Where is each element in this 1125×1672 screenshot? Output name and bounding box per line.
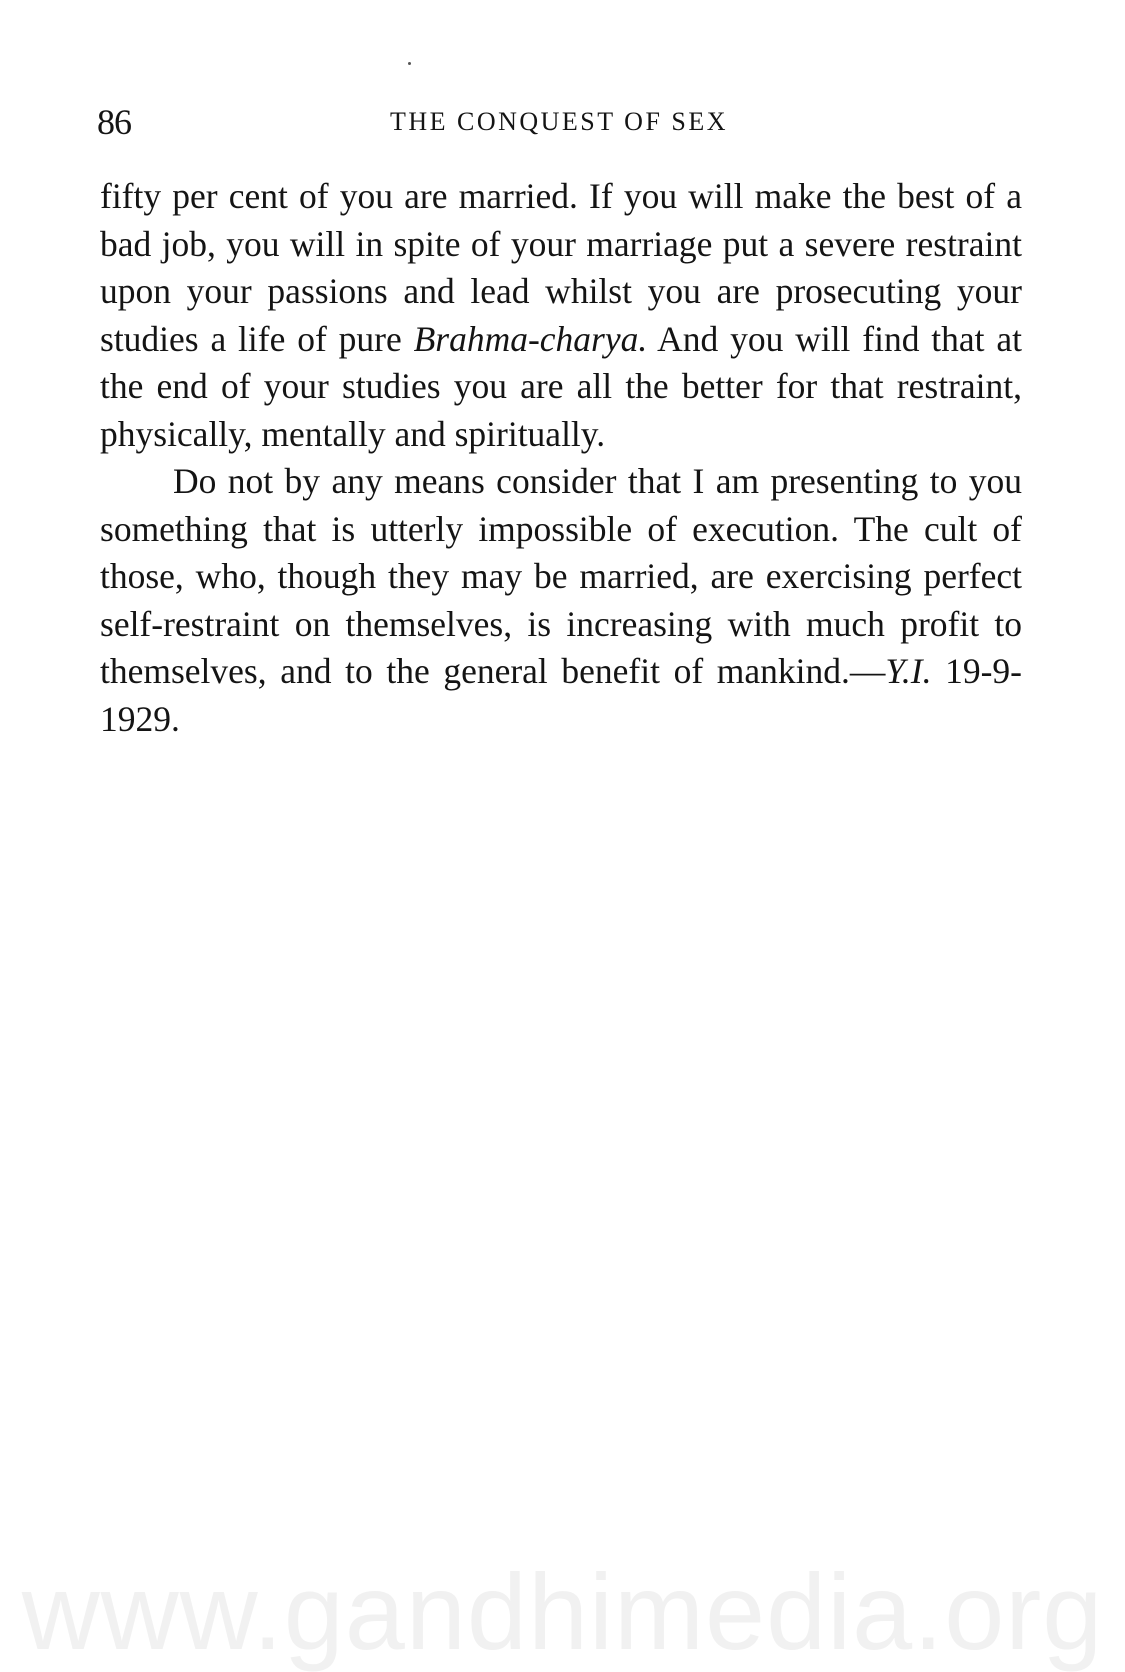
page-header bbox=[97, 98, 1021, 146]
citation-date: 19-9-1929. bbox=[100, 651, 1022, 739]
paragraph-1 bbox=[100, 173, 1022, 458]
paragraph-1-text-1: fifty per cent of you are married. If you will make the best of a bad job, you will in spite of your marriage put a severe restraint upon your passions and lead whilst you are prosecuting your studies a life of pure bbox=[100, 176, 1022, 359]
paragraph-1-text-2: And you will find that at the end of your studies you are all the better for that restraint, physically, mentally and spiritually. bbox=[100, 318, 1022, 454]
print-speck bbox=[408, 62, 411, 65]
paragraph-2 bbox=[100, 458, 1022, 743]
watermark: www.gandhimedia.org bbox=[21, 1551, 1104, 1672]
paragraph-2-text-1: Do not by any means consider that I am presenting to you something that is utterly impossible of execution. The cult of those, who, though they may be married, are exercising perfect self-restraint on themselves, is increasing with much profit to themselves, and to the general benefit of mankind.— bbox=[100, 461, 1022, 691]
body-text bbox=[100, 173, 1022, 743]
citation-source: Y.I. bbox=[885, 651, 932, 691]
italic-term-brahmacharya: Brahma-charya. bbox=[413, 318, 648, 359]
page-number: 86 bbox=[97, 102, 131, 142]
running-head: THE CONQUEST OF SEX bbox=[389, 107, 729, 136]
